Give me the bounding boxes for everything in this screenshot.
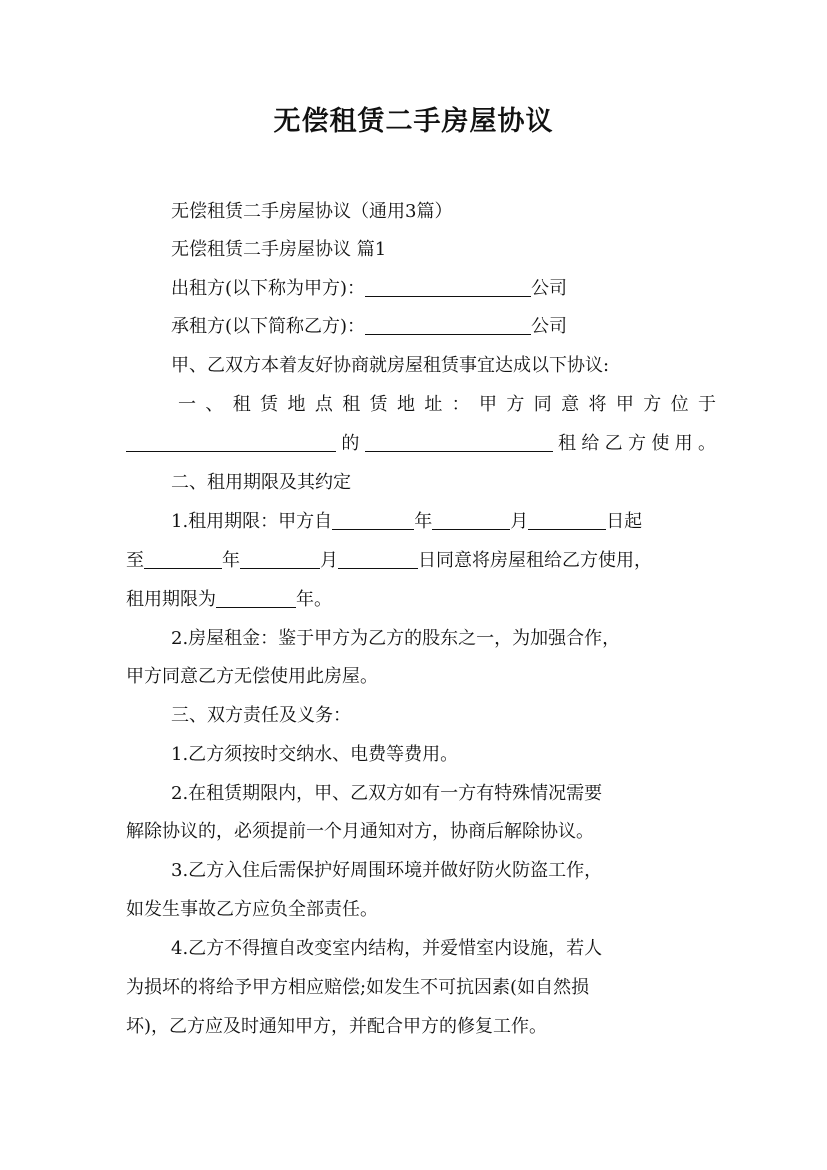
part-heading: 无偿租赁二手房屋协议 篇1 [171, 239, 387, 260]
duty-item3-line2: 如发生事故乙方应负全部责任。 [126, 899, 378, 920]
location-blank [126, 433, 336, 452]
lease-term-start: 1.租用期限：甲方自 [171, 511, 333, 532]
document-subtitle: 无偿租赁二手房屋协议（通用3篇） [171, 201, 453, 222]
start-month-label: 月 [510, 511, 529, 532]
lessor-label: 出租方(以下称为甲方)： [171, 278, 366, 299]
start-day-label: 日起 [606, 511, 643, 532]
end-day-blank [338, 550, 418, 569]
start-year-label: 年 [414, 511, 433, 532]
lease-period-blank [216, 589, 296, 608]
lessee-label: 承租方(以下简称乙方)： [171, 316, 366, 337]
section1-line2 [126, 432, 716, 456]
lessor-name-blank [365, 278, 531, 297]
start-month-blank [432, 511, 510, 530]
lease-term-line1 [126, 510, 761, 534]
lessee-suffix: 公司 [531, 316, 568, 337]
lessor-line [126, 277, 761, 301]
section1-end: 租给乙方使用。 [552, 433, 717, 454]
section2-heading: 二、租用期限及其约定 [171, 472, 351, 493]
duty-item4-line3: 坏)，乙方应及时通知甲方，并配合甲方的修复工作。 [126, 1016, 548, 1037]
lease-agree-text: 日同意将房屋租给乙方使用， [418, 550, 652, 571]
duty-item3-line1: 3.乙方入住后需保护好周围环境并做好防火防盗工作， [171, 860, 603, 881]
lessor-suffix: 公司 [531, 278, 568, 299]
end-month-blank [240, 550, 320, 569]
lease-term-to: 至 [126, 550, 144, 571]
lease-period-end: 年。 [296, 589, 332, 610]
duty-item4-line1: 4.乙方不得擅自改变室内结构，并爱惜室内设施，若人 [171, 938, 603, 959]
document-title: 无偿租赁二手房屋协议 [273, 106, 554, 137]
lease-term-line2 [126, 549, 716, 573]
duty-item2-line2: 解除协议的，必须提前一个月通知对方，协商后解除协议。 [126, 821, 594, 842]
start-day-blank [528, 511, 606, 530]
duty-item1: 1.乙方须按时交纳水、电费等费用。 [171, 744, 459, 765]
duty-item2-line1: 2.在租赁期限内，甲、乙双方如有一方有特殊情况需要 [171, 783, 603, 804]
start-year-blank [332, 511, 414, 530]
end-month-label: 月 [320, 550, 338, 571]
lessee-line [126, 315, 761, 339]
section1-line1: 一、租赁地点租赁地址：甲方同意将甲方位于 [178, 394, 716, 415]
end-year-blank [144, 550, 222, 569]
rent-line2: 甲方同意乙方无偿使用此房屋。 [126, 666, 378, 687]
intro-paragraph: 甲、乙双方本着友好协商就房屋租赁事宜达成以下协议: [171, 355, 610, 376]
section3-heading: 三、双方责任及义务： [171, 705, 351, 726]
rent-line1: 2.房屋租金：鉴于甲方为乙方的股东之一，为加强合作， [171, 628, 621, 649]
end-year-label: 年 [222, 550, 240, 571]
lease-term-line3 [126, 588, 716, 612]
duty-item4-line2: 为损坏的将给予甲方相应赔偿;如发生不可抗因素(如自然损 [126, 977, 590, 998]
lease-period-label: 租用期限为 [126, 589, 216, 610]
section1-mid: 的 [336, 433, 365, 454]
property-blank [365, 433, 553, 452]
lessee-name-blank [365, 316, 531, 335]
